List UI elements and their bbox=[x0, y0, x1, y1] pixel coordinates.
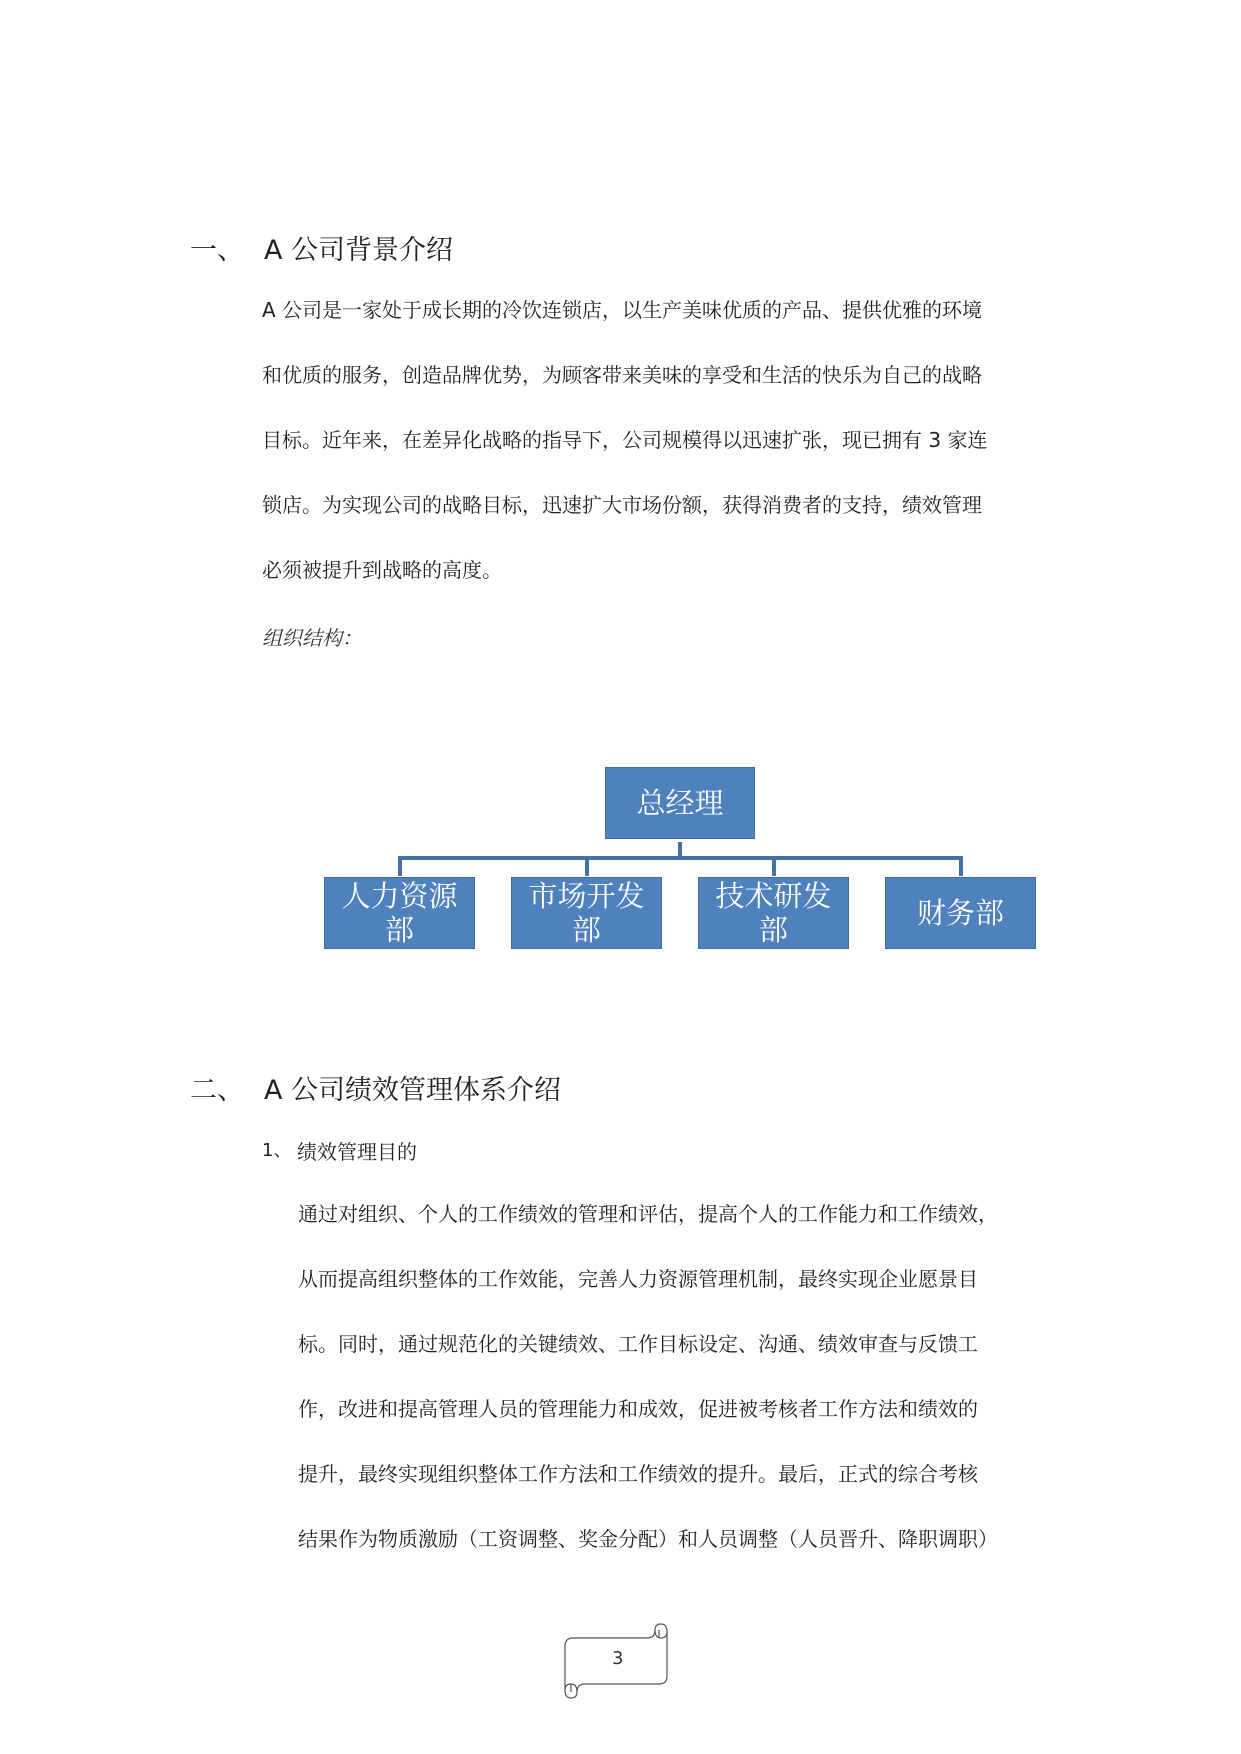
org-box-rnd-line2: 部 bbox=[758, 913, 788, 947]
subsection-1-paragraph-line: 作，改进和提高管理人员的管理能力和成效，促进被考核者工作方法和绩效的 bbox=[298, 1397, 978, 1421]
section-1-title: A 公司背景介绍 bbox=[264, 235, 454, 266]
section-1-paragraph-line: 目标。近年来，在差异化战略的指导下，公司规模得以迅速扩张，现已拥有 3 家连 bbox=[262, 428, 988, 452]
section-2-number: 二、 bbox=[190, 1075, 244, 1106]
org-box-hr-line2: 部 bbox=[384, 913, 414, 947]
org-box-finance bbox=[885, 877, 1036, 949]
org-box-marketing-line2: 部 bbox=[571, 913, 601, 947]
org-box-hr bbox=[324, 877, 475, 949]
section-1-paragraph-line: A 公司是一家处于成长期的冷饮连锁店，以生产美味优质的产品、提供优雅的环境 bbox=[262, 298, 983, 322]
org-box-hr-line1: 人力资源 bbox=[341, 879, 458, 913]
subsection-1-heading bbox=[262, 1136, 762, 1166]
section-1-paragraph-line: 必须被提升到战略的高度。 bbox=[262, 558, 502, 582]
page-number: 3 bbox=[612, 1648, 624, 1669]
subsection-1-paragraph bbox=[298, 1182, 1098, 1572]
org-box-rnd bbox=[698, 877, 849, 949]
section-1-paragraph-line: 锁店。为实现公司的战略目标，迅速扩大市场份额，获得消费者的支持，绩效管理 bbox=[262, 493, 982, 517]
subsection-1-number: 1、 bbox=[262, 1140, 292, 1161]
subsection-1-paragraph-line: 通过对组织、个人的工作绩效的管理和评估，提高个人的工作能力和工作绩效， bbox=[298, 1202, 998, 1226]
org-box-rnd-line1: 技术研发 bbox=[715, 879, 832, 913]
section-1-paragraph-line: 和优质的服务，创造品牌优势，为顾客带来美味的享受和生活的快乐为自己的战略 bbox=[262, 363, 982, 387]
section-1-number: 一、 bbox=[190, 235, 244, 266]
subsection-1-paragraph-line: 结果作为物质激励（工资调整、奖金分配）和人员调整（人员晋升、降职调职） bbox=[298, 1527, 998, 1551]
org-box-general-manager bbox=[605, 767, 755, 839]
org-box-finance-line1: 财务部 bbox=[916, 896, 1004, 930]
section-2-heading bbox=[190, 1068, 790, 1108]
subsection-1-paragraph-line: 提升，最终实现组织整体工作方法和工作绩效的提升。最后，正式的综合考核 bbox=[298, 1462, 978, 1486]
org-box-general-manager-label: 总经理 bbox=[636, 786, 724, 820]
org-chart-caption: 组织结构： bbox=[262, 626, 362, 650]
org-box-marketing-line1: 市场开发 bbox=[528, 879, 645, 913]
org-box-marketing bbox=[511, 877, 662, 949]
subsection-1-title: 绩效管理目的 bbox=[297, 1140, 417, 1164]
section-2-title: A 公司绩效管理体系介绍 bbox=[264, 1075, 562, 1106]
subsection-1-paragraph-line: 标。同时，通过规范化的关键绩效、工作目标设定、沟通、绩效审查与反馈工 bbox=[298, 1332, 978, 1356]
subsection-1-paragraph-line: 从而提高组织整体的工作效能，完善人力资源管理机制，最终实现企业愿景目 bbox=[298, 1267, 978, 1291]
